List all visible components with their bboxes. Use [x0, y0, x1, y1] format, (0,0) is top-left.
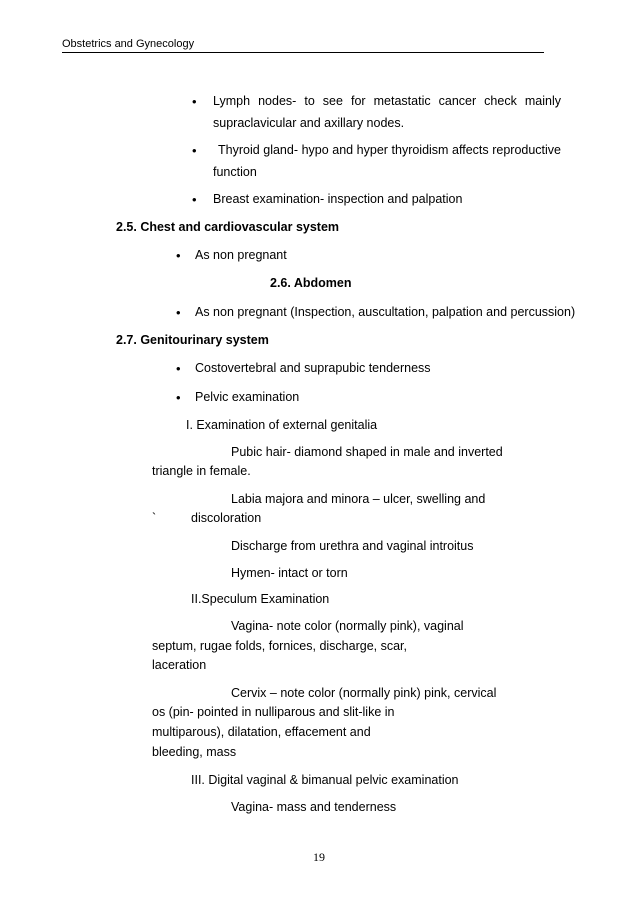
bullet-breast: Breast examination- inspection and palpation [213, 192, 463, 206]
bullet-icon: • [192, 94, 197, 109]
subheading-external-genitalia: I. Examination of external genitalia [186, 418, 378, 432]
bullet-lymph-line1: Lymph nodes- to see for metastatic cancer check mainly [213, 94, 561, 108]
page-number: 19 [313, 850, 325, 864]
text-vagina-line3: laceration [152, 658, 207, 672]
text-cervix-line1: Cervix – note color (normally pink) pink, cervical [231, 686, 497, 700]
text-pubic-line2: triangle in female. [152, 464, 251, 478]
bullet-icon: • [192, 192, 197, 207]
running-header: Obstetrics and Gynecology [62, 38, 195, 50]
header-rule [62, 52, 544, 53]
bullet-icon: • [176, 305, 181, 320]
text-digital-vagina: Vagina- mass and tenderness [231, 800, 397, 814]
section-heading-genitourinary: 2.7. Genitourinary system [116, 333, 269, 347]
bullet-icon: • [176, 248, 181, 263]
bullet-thyroid-line2: function [213, 165, 257, 179]
bullet-icon: • [192, 143, 197, 158]
bullet-icon: • [176, 390, 181, 405]
bullet-abdomen: As non pregnant (Inspection, auscultation, palpation and percussion) [195, 305, 576, 319]
text-discharge: Discharge from urethra and vaginal introitus [231, 539, 474, 553]
text-cervix-line2: os (pin- pointed in nulliparous and slit-like in [152, 705, 395, 719]
bullet-thyroid-line1: Thyroid gland- hypo and hyper thyroidism affects reproductive [218, 143, 561, 157]
bullet-pelvic: Pelvic examination [195, 390, 300, 404]
section-heading-chest: 2.5. Chest and cardiovascular system [116, 220, 340, 234]
text-cervix-line4: bleeding, mass [152, 745, 237, 759]
text-vagina-line1: Vagina- note color (normally pink), vaginal [231, 619, 464, 633]
bullet-icon: • [176, 361, 181, 376]
bullet-costovertebral: Costovertebral and suprapubic tenderness [195, 361, 431, 375]
subheading-digital-exam: III. Digital vaginal & bimanual pelvic examination [191, 773, 459, 787]
text-labia-line2: discoloration [191, 511, 262, 525]
text-cervix-line3: multiparous), dilatation, effacement and [152, 725, 371, 739]
bullet-lymph-line2: supraclavicular and axillary nodes. [213, 116, 405, 130]
subheading-speculum: II.Speculum Examination [191, 592, 330, 606]
text-hymen: Hymen- intact or torn [231, 566, 348, 580]
bullet-chest: As non pregnant [195, 248, 287, 262]
section-heading-abdomen: 2.6. Abdomen [270, 276, 352, 290]
text-pubic-line1: Pubic hair- diamond shaped in male and inverted [231, 445, 503, 459]
stray-mark: ` [152, 511, 157, 525]
text-labia-line1: Labia majora and minora – ulcer, swelling and [231, 492, 486, 506]
text-vagina-line2: septum, rugae folds, fornices, discharge, scar, [152, 639, 407, 653]
